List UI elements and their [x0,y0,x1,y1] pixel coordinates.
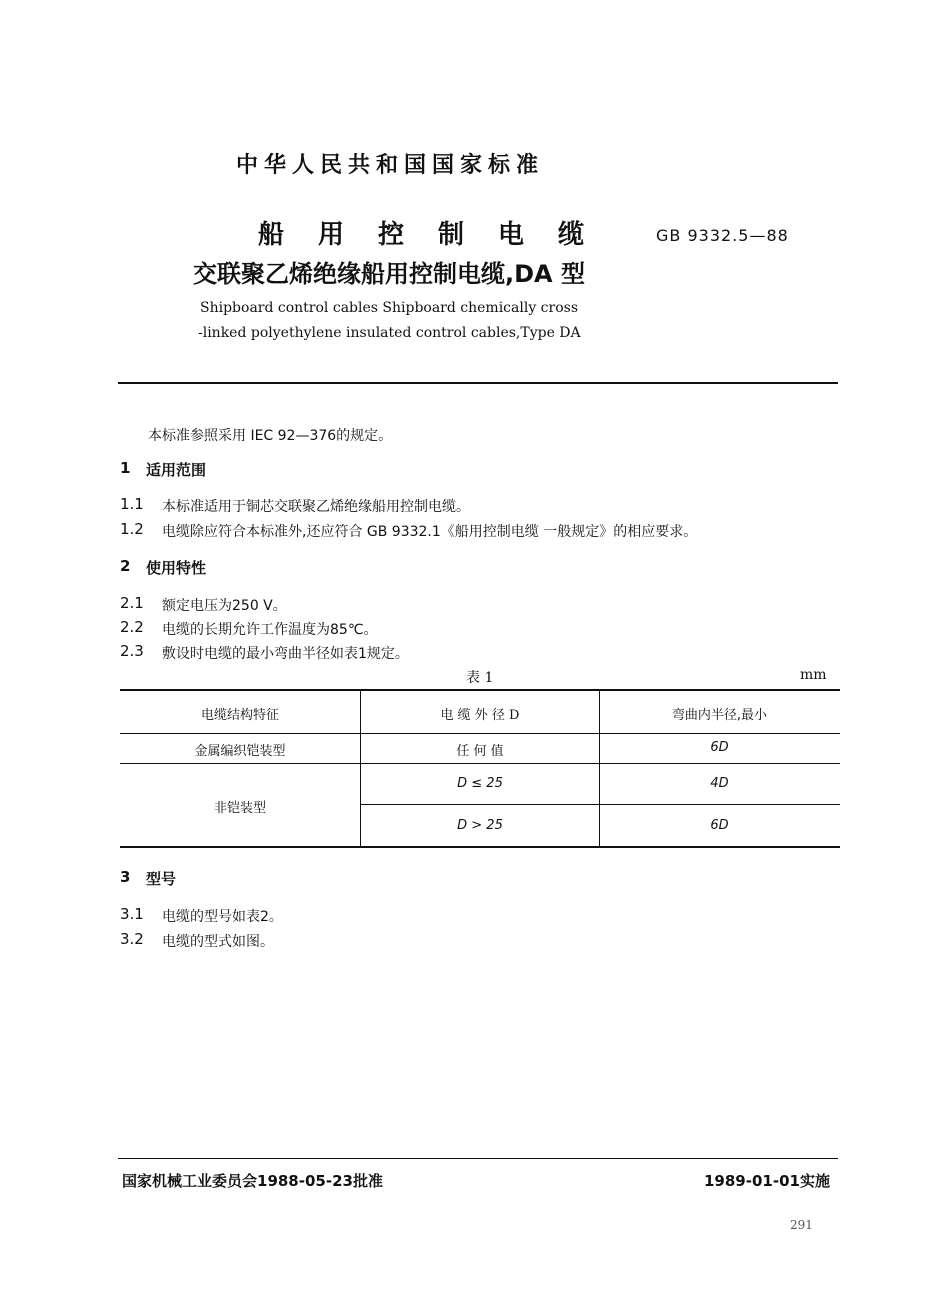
title-line-1: 船用控制电缆 [258,220,619,250]
standard-code: GB 9332.5—88 [656,226,789,245]
page-number: 291 [790,1218,813,1232]
clause-3-2-text: 电缆的型式如图。 [162,934,274,950]
table-header-diameter: 电 缆 外 径 D [440,708,520,723]
table-row-1-diameter: 任 何 值 [456,744,504,759]
english-title-line-1: Shipboard control cables Shipboard chemically cross [200,300,579,316]
clause-2-2-number: 2.2 [120,618,144,636]
national-standard-heading: 中华人民共和国国家标准 [235,153,544,178]
approval-date: 国家机械工业委员会1988-05-23批准 [122,1172,383,1190]
clause-1-2-number: 1.2 [120,520,144,538]
section-3-number: 3 [120,868,131,886]
table-1 [120,689,840,848]
table-row-2-radius: 4D [710,776,729,791]
table-row-2-diameter: D ≤ 25 [457,776,503,791]
section-2-number: 2 [120,557,131,575]
table-top-rule [120,689,840,691]
clause-3-1-number: 3.1 [120,905,144,923]
table-1-unit: mm [800,667,827,683]
table-header-rule [120,733,840,734]
section-3-title: 型号 [146,870,177,888]
table-row-1-radius: 6D [710,740,729,755]
table-subrow-rule [360,804,840,805]
table-bottom-rule [120,846,840,848]
clause-1-1-number: 1.1 [120,495,144,513]
clause-2-1-number: 2.1 [120,594,144,612]
implementation-date: 1989-01-01实施 [704,1172,830,1190]
clause-2-3-number: 2.3 [120,642,144,660]
header-divider [118,382,838,384]
section-1-title: 适用范围 [146,461,207,479]
table-row-1-feature: 金属编织铠装型 [194,744,286,759]
preamble-text: 本标准参照采用 IEC 92—376的规定。 [148,428,393,444]
clause-3-1-text: 电缆的型号如表2。 [162,909,283,925]
title-line-2: 交联聚乙烯绝缘船用控制电缆,DA 型 [193,260,585,288]
table-row-3-radius: 6D [710,818,729,833]
clause-3-2-number: 3.2 [120,930,144,948]
clause-2-1-text: 额定电压为250 V。 [162,598,287,614]
section-2-title: 使用特性 [146,559,207,577]
footer-divider [118,1158,838,1159]
table-1-caption: 表 1 [466,670,494,686]
clause-2-3-text: 敷设时电缆的最小弯曲半径如表1规定。 [162,646,409,662]
section-1-number: 1 [120,459,131,477]
clause-2-2-text: 电缆的长期允许工作温度为85℃。 [162,622,378,638]
table-row-rule [120,763,840,764]
table-header-radius: 弯曲内半径,最小 [671,708,768,723]
table-row-3-diameter: D > 25 [457,818,503,833]
clause-1-1-text: 本标准适用于铜芯交联聚乙烯绝缘船用控制电缆。 [162,499,470,515]
table-row-2-feature: 非铠装型 [213,801,266,816]
english-title-line-2: -linked polyethylene insulated control cables,Type DA [198,325,581,341]
clause-1-2-text: 电缆除应符合本标准外,还应符合 GB 9332.1《船用控制电缆 一般规定》的相应要求。 [162,524,698,540]
table-header-feature: 电缆结构特征 [200,708,279,723]
